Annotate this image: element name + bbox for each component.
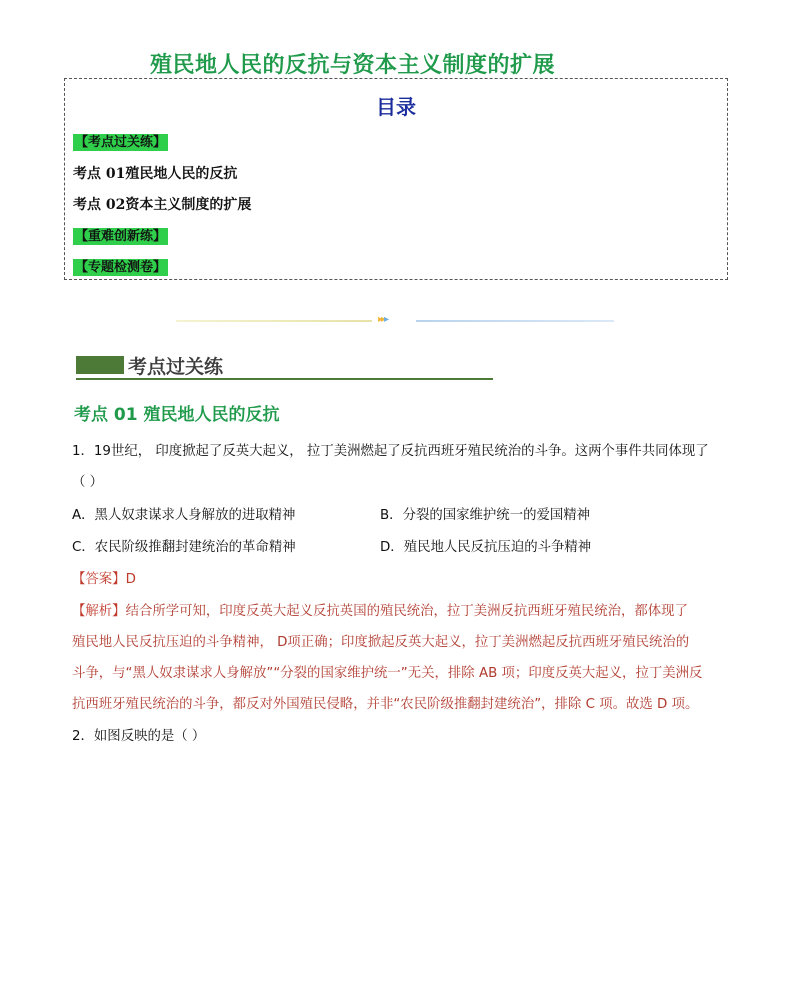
divider-left-line	[176, 320, 372, 322]
explain-text: 结合所学可知，印度反英大起义反抗英国的殖民统治，拉丁美洲反抗西班牙殖民统治，都体现了	[125, 604, 688, 619]
q1-answer	[72, 568, 136, 587]
q1-explanation-line4: 抗西班牙殖民统治的斗争，都反对外国殖民侵略，并非“农民阶级推翻封建统治”，排除 C 项。故选 D 项。	[72, 697, 699, 712]
q1-option-a: A．黑人奴隶谋求人身解放的进取精神	[72, 508, 296, 523]
q1-explanation-line3: 斗争，与“黑人奴隶谋求人身解放”“分裂的国家维护统一”无关，排除 AB 项；印度反英大起义，拉丁美洲反	[72, 666, 703, 681]
q1-option-c: C．农民阶级推翻封建统治的革命精神	[72, 540, 296, 555]
table-of-contents	[64, 78, 728, 280]
q1-stem-line2: （ ）	[72, 475, 104, 490]
explain-label: 【解析】	[72, 604, 126, 619]
page-title: 殖民地人民的反抗与资本主义制度的扩展	[150, 53, 556, 78]
toc-item-label: 考点 01殖民地人民的反抗	[73, 166, 238, 182]
answer-label: 【答案】	[72, 572, 126, 587]
divider-right-line	[416, 320, 614, 322]
section-bar-icon	[76, 356, 124, 374]
section-underline	[76, 378, 493, 380]
toc-item-5[interactable]	[73, 256, 168, 275]
toc-item-3[interactable]	[73, 194, 251, 214]
toc-item-label: 考点 02资本主义制度的扩展	[73, 197, 252, 213]
toc-item-label: 【重难创新练】	[75, 229, 167, 244]
divider-arrows-icon: ▸▸▸	[378, 314, 388, 325]
q1-option-b: B．分裂的国家维护统一的爱国精神	[380, 508, 591, 523]
toc-item-1[interactable]	[73, 131, 168, 150]
q1-option-d: D．殖民地人民反抗压迫的斗争精神	[380, 540, 592, 555]
q1-stem-line1: 1．19世纪， 印度掀起了反英大起义， 拉丁美洲燃起了反抗西班牙殖民统治的斗争。这两个事件共同体现了	[72, 444, 709, 459]
toc-heading: 目录	[376, 95, 416, 119]
topic-title: 考点 01 殖民地人民的反抗	[74, 405, 280, 425]
section-heading: 考点过关练	[128, 356, 224, 378]
q1-explanation-line1	[72, 600, 688, 619]
toc-item-label: 【专题检测卷】	[75, 260, 167, 275]
toc-item-label: 【考点过关练】	[75, 135, 167, 150]
answer-value: D	[125, 572, 136, 587]
q2-stem: 2．如图反映的是（ ）	[72, 729, 206, 744]
q1-explanation-line2: 殖民地人民反抗压迫的斗争精神， D项正确；印度掀起反英大起义，拉丁美洲燃起反抗西班牙殖民统治的	[72, 635, 690, 650]
toc-item-2[interactable]	[73, 163, 237, 183]
toc-item-4[interactable]	[73, 225, 168, 244]
